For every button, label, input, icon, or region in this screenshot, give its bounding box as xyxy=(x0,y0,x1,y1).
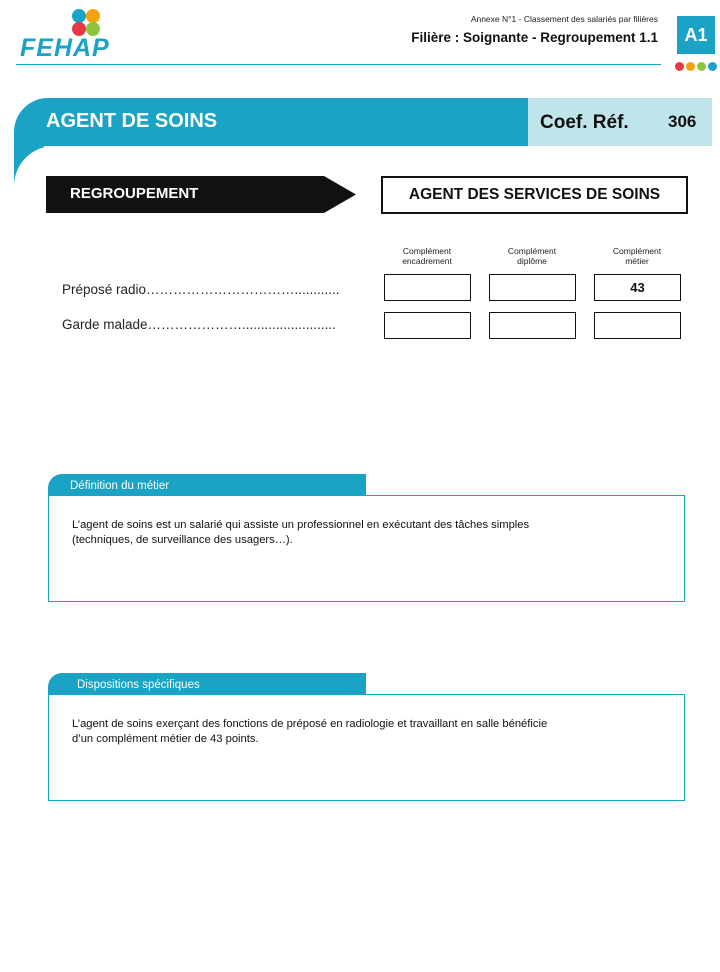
cell-diplome xyxy=(489,274,576,301)
regroupement-label: REGROUPEMENT xyxy=(70,185,199,202)
definition-box xyxy=(48,495,685,602)
cell-encadrement xyxy=(384,312,471,339)
definition-title: Définition du métier xyxy=(70,480,170,492)
col-head-line: métier xyxy=(625,256,649,266)
col-head-line: Complément xyxy=(612,246,662,256)
coef-label: Coef. Réf. xyxy=(540,112,629,133)
dispositions-title: Dispositions spécifiques xyxy=(77,679,200,691)
row-label-garde-malade: Garde malade…………………......................... xyxy=(62,317,336,332)
cell-metier xyxy=(594,312,681,339)
col-head-line: Complément xyxy=(402,246,452,256)
dot-blue xyxy=(708,62,717,71)
col-head-line: encadrement xyxy=(402,256,452,266)
col-head-encadrement xyxy=(382,246,472,266)
cell-encadrement xyxy=(384,274,471,301)
col-head-line: Complément xyxy=(507,246,557,256)
page-badge: A1 xyxy=(677,16,715,54)
text-line: L’agent de soins exerçant des fonctions de préposé en radiologie et travaillant en salle bénéficie xyxy=(72,718,548,730)
annexe-label: Annexe N°1 - Classement des salariés par filières xyxy=(470,14,658,24)
filiere-title: Filière : Soignante - Regroupement 1.1 xyxy=(411,30,658,45)
dot-orange xyxy=(686,62,695,71)
header-divider xyxy=(16,64,661,65)
dispositions-text xyxy=(72,717,662,747)
regroupement-value: AGENT DES SERVICES DE SOINS xyxy=(381,176,688,214)
text-line: (techniques, de surveillance des usagers…). xyxy=(72,534,293,546)
coef-value: 306 xyxy=(668,112,697,131)
fehap-logo xyxy=(16,6,116,64)
text-line: d’un complément métier de 43 points. xyxy=(72,733,259,745)
row-label-prepose-radio: Préposé radio……………………………............ xyxy=(62,282,340,297)
logo-text: FEHAP xyxy=(20,34,110,62)
col-head-line: diplôme xyxy=(517,256,547,266)
dot-green xyxy=(697,62,706,71)
col-head-diplome xyxy=(487,246,577,266)
page-title: AGENT DE SOINS xyxy=(46,110,218,132)
cell-diplome xyxy=(489,312,576,339)
col-head-metier xyxy=(592,246,682,266)
cell-metier: 43 xyxy=(594,274,681,301)
text-line: L’agent de soins est un salarié qui assiste un professionnel en exécutant des tâches simples xyxy=(72,519,530,531)
definition-text xyxy=(72,518,662,548)
dispositions-box xyxy=(48,694,685,801)
dot-red xyxy=(675,62,684,71)
